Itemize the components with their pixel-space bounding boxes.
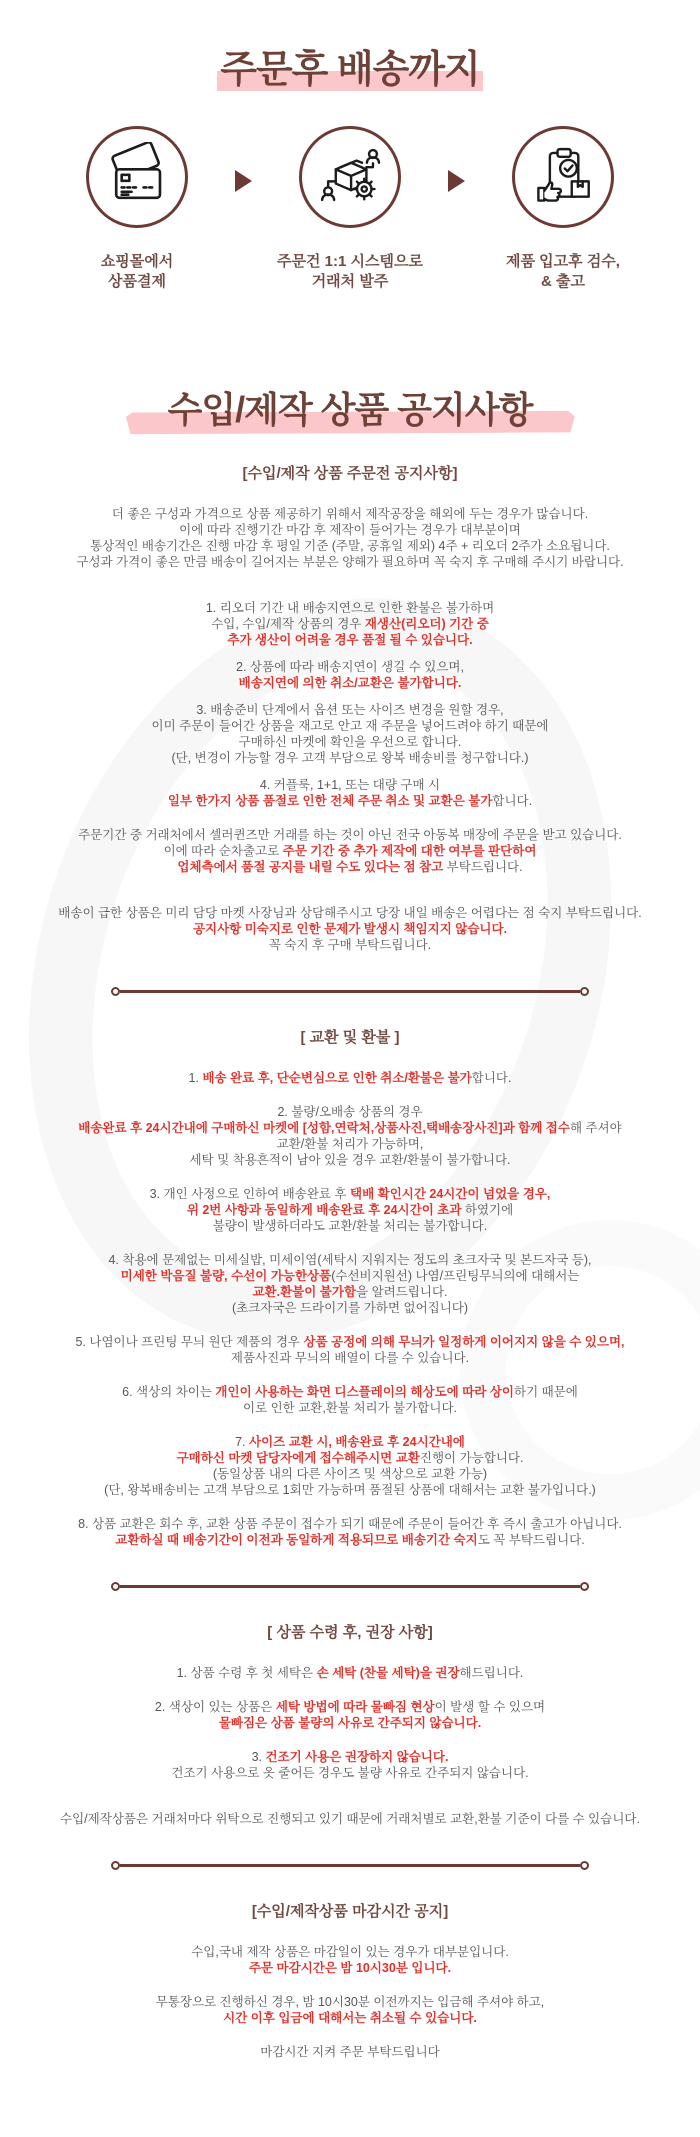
- step-payment: [39, 126, 235, 292]
- divider-end-dot: [111, 1861, 120, 1870]
- divider-line: [120, 990, 580, 993]
- text-segment: 수입, 수입/제작 상품의 경우: [211, 617, 365, 631]
- text-segment: 사이즈 교환 시, 배송완료 후 24시간내에: [249, 1435, 465, 1449]
- exchange-item-7: [14, 1434, 686, 1498]
- step-circle: [86, 126, 188, 228]
- step-label-line: 주문건 1:1 시스템으로: [277, 253, 423, 270]
- text-segment: 이 발생 할 수 있으며: [434, 1700, 546, 1714]
- text-segment: 상품 공정에 의해 무늬가 일정하게 이어지지 않을 수 있으며,: [303, 1335, 625, 1349]
- text-segment: (단, 왕복배송비는 고객 부담으로 1회만 가능하며 품절된 상품에 대해서는 교환 불가입니다.): [104, 1483, 596, 1497]
- text-segment: 이로 인한 교환,환불 처리가 불가합니다.: [242, 1401, 458, 1415]
- arrow-slot: [235, 126, 252, 192]
- text-segment: 합니다.: [492, 794, 533, 808]
- text-segment: 건조기 사용은 권장하지 않습니다.: [265, 1750, 449, 1764]
- notice-item-3: [14, 702, 686, 766]
- text-segment: 수입,국내 제작 상품은 마감일이 있는 경우가 대부분입니다.: [191, 1945, 509, 1959]
- text-segment: (수선비지원선) 나염/프린팅무늬의에 대해서는: [331, 1269, 580, 1283]
- text-segment: 재생산(리오더) 기간 중: [364, 617, 489, 631]
- page-title-text: 주문후 배송까지: [220, 49, 480, 91]
- text-segment: (단, 변경이 가능할 경우 고객 부담으로 왕복 배송비를 청구합니다.): [171, 751, 529, 765]
- text-segment: 더 좋은 구성과 가격으로 상품 제공하기 위해서 제작공장을 해외에 두는 경우가 많습니다.: [111, 507, 589, 521]
- text-segment: 마감시간 지켜 주문 부탁드립니다: [260, 2045, 440, 2059]
- exchange-item-1: [14, 1070, 686, 1086]
- deadline-heading: [수입/제작상품 마감시간 공지]: [251, 1903, 449, 1920]
- text-segment: (초크자국은 드라이기를 가하면 없어집니다): [231, 1301, 469, 1315]
- text-segment: 구매하신 마켓에 확인을 우선으로 합니다.: [238, 735, 462, 749]
- text-segment: 주문 기간 중 추가 제작에 대한 여부를 판단하여: [282, 844, 537, 858]
- step-label: [101, 252, 173, 292]
- text-segment: 수입/제작상품은 거래처마다 위탁으로 진행되고 있기 때문에 거래처별로 교환,환불 기준이 다를 수 있습니다.: [60, 1812, 640, 1826]
- text-segment: 세탁 방법에 따라 물빠짐 현상: [275, 1700, 435, 1714]
- section-divider: [111, 1582, 589, 1591]
- text-segment: 4. 착용에 문제없는 미세실밥, 미세이염(세탁시 지워지는 정도의 초크자국 및 본드자국 등),: [108, 1253, 592, 1267]
- after-receipt-heading: [ 상품 수령 후, 권장 사항]: [267, 1624, 433, 1641]
- exchange-item-3: [14, 1186, 686, 1234]
- deadline-item-1: [14, 1944, 686, 1976]
- step-circle: [512, 126, 614, 228]
- deadline-item-2: [14, 1994, 686, 2026]
- intro-paragraph: [14, 506, 686, 570]
- text-segment: (동일상품 내의 다른 사이즈 및 색상으로 교환 가능): [212, 1467, 488, 1481]
- text-segment: 주문 마감시간은 밤 10시30분 입니다.: [248, 1961, 452, 1975]
- notice-title-text: 수입/제작 상품 공지사항: [167, 389, 533, 430]
- text-segment: 3. 개인 사정으로 인하여 배송완료 후: [149, 1187, 350, 1201]
- step-label-line: 상품결제: [108, 273, 166, 290]
- text-segment: 진행이 가능합니다.: [419, 1451, 524, 1465]
- text-segment: 8. 상품 교환은 회수 후, 교환 상품 주문이 접수가 되기 때문에 주문이 들어간 후 즉시 출고가 아닙니다.: [78, 1517, 622, 1531]
- text-segment: 2. 색상이 있는 상품은: [154, 1700, 276, 1714]
- text-segment: 4. 커플룩, 1+1, 또는 대량 구매 시: [259, 778, 441, 792]
- credit-card-icon: [102, 142, 172, 212]
- care-item-1: [14, 1665, 686, 1681]
- text-segment: 배송 완료 후, 단순변심으로 인한 취소/환불은 불가: [202, 1071, 472, 1085]
- step-label: [506, 252, 620, 292]
- text-segment: 3. 배송준비 단계에서 옵션 또는 사이즈 변경을 원할 경우,: [196, 703, 504, 717]
- text-segment: 해 주셔야: [569, 1121, 622, 1135]
- text-segment: 7.: [235, 1435, 250, 1449]
- text-segment: 배송지연에 의한 취소/교환은 불가합니다.: [238, 676, 462, 690]
- exchange-item-4: [14, 1252, 686, 1316]
- text-segment: 2. 상품에 따라 배송지연이 생길 수 있으며,: [236, 660, 464, 674]
- text-segment: 2. 불량/오배송 상품의 경우: [277, 1105, 423, 1119]
- notice-sections: [0, 466, 700, 2060]
- text-segment: 제품사진과 무늬의 배열이 다를 수 있습니다.: [230, 1351, 470, 1365]
- text-segment: 구성과 가격이 좋은 만큼 배송이 길어지는 부분은 양해가 필요하며 꼭 숙지 후 구매해 주시기 바랍니다.: [76, 555, 624, 569]
- step-label-line: 거래처 발주: [311, 273, 389, 290]
- page-title: [220, 48, 480, 92]
- exchange-item-5: [14, 1334, 686, 1366]
- text-segment: 1. 상품 수령 후 첫 세탁은: [176, 1666, 317, 1680]
- text-segment: 건조기 사용으로 옷 줄어든 경우도 불량 사유로 간주되지 않습니다.: [171, 1766, 529, 1780]
- order-period-paragraph: [14, 827, 686, 875]
- arrow-slot: [448, 126, 465, 192]
- text-segment: 주문기간 중 거래처에서 셀러퀸즈만 거래를 하는 것이 아닌 전국 아동복 매장에 주문을 받고 있습니다.: [78, 828, 622, 842]
- text-segment: 을 알려드립니다.: [356, 1285, 448, 1299]
- notice-title: [168, 388, 533, 432]
- delivery-steps: [0, 126, 700, 292]
- step-inspection-shipping: [465, 126, 661, 292]
- notice-item-4: [14, 777, 686, 809]
- text-segment: 무통장으로 진행하신 경우, 밤 10시30분 이전까지는 입금해 주셔야 하고,: [155, 1995, 545, 2009]
- text-segment: 손 세탁 (찬물 세탁)을 권장: [316, 1666, 460, 1680]
- text-segment: 추가 생산이 어려울 경우 품절 될 수 있습니다.: [227, 633, 473, 647]
- step-label-line: 제품 입고후 검수,: [506, 253, 620, 270]
- exchange-refund-heading: [ 교환 및 환불 ]: [300, 1029, 400, 1046]
- care-item-3: [14, 1749, 686, 1781]
- text-segment: 물빠짐은 상품 불량의 사유로 간주되지 않습니다.: [218, 1716, 482, 1730]
- text-segment: 배송이 급한 상품은 미리 담당 마켓 사장님과 상담해주시고 당장 내일 배송은 어렵다는 점 숙지 부탁드립니다.: [58, 906, 642, 920]
- text-segment: 3.: [251, 1750, 266, 1764]
- text-segment: 1. 리오더 기간 내 배송지연으로 인한 환불은 불가하며: [205, 601, 495, 615]
- bottom-padding: [0, 2071, 700, 2137]
- text-segment: 교환하실 때 배송기간이 이전과 동일하게 적용되므로 배송기간 숙지: [115, 1533, 478, 1547]
- text-segment: 하기 때문에: [514, 1385, 578, 1399]
- text-segment: 개인이 사용하는 화면 디스플레이의 해상도에 따라 상이: [215, 1385, 514, 1399]
- text-segment: 위 2번 사항과 동일하게 배송완료 후 24시간이 초과: [186, 1203, 462, 1217]
- divider-end-dot: [580, 1582, 589, 1591]
- exchange-item-2: [14, 1104, 686, 1168]
- text-segment: 배송완료 후 24시간내에 구매하신 마켓에 [성함,연락처,상품사진,택배송장사진]과 함께 접수: [78, 1121, 570, 1135]
- text-segment: 해드립니다.: [459, 1666, 524, 1680]
- text-segment: 미세한 박음질 불량, 수선이 가능한상품: [120, 1269, 332, 1283]
- text-segment: 꼭 숙지 후 구매 부탁드립니다.: [268, 938, 432, 952]
- care-item-2: [14, 1699, 686, 1731]
- step-label: [277, 252, 423, 292]
- text-segment: 부탁드립니다.: [443, 860, 523, 874]
- step-order-system: [252, 126, 448, 292]
- arrow-right-icon: [235, 170, 252, 192]
- divider-end-dot: [111, 1582, 120, 1591]
- text-segment: 불량이 발생하더라도 교환/환불 처리는 불가합니다.: [212, 1219, 488, 1233]
- text-segment: 1.: [188, 1071, 203, 1085]
- order-system-icon: [315, 142, 385, 212]
- exchange-item-8: [14, 1516, 686, 1548]
- divider-end-dot: [580, 1861, 589, 1870]
- divider-end-dot: [580, 987, 589, 996]
- text-segment: 하였기에: [461, 1203, 514, 1217]
- text-segment: 이미 주문이 들어간 상품을 재고로 안고 재 주문을 넣어드려야 하기 때문에: [151, 719, 549, 733]
- step-label-line: & 출고: [541, 273, 585, 290]
- text-segment: 구매하신 마켓 담당자에게 접수해주시면 교환: [176, 1451, 420, 1465]
- notice-header: [0, 388, 700, 432]
- text-segment: 6. 색상의 차이는: [122, 1385, 216, 1399]
- consignment-paragraph: [14, 1811, 686, 1827]
- closing-paragraph: [14, 2044, 686, 2060]
- exchange-item-6: [14, 1384, 686, 1416]
- pre-order-notice-heading: [수입/제작 상품 주문전 공지사항]: [242, 465, 458, 482]
- inspection-shipping-icon: [528, 142, 598, 212]
- text-segment: 교환/환불 처리가 가능하며,: [276, 1137, 424, 1151]
- text-segment: 이에 따라 진행기간 마감 후 제작이 들어가는 경우가 대부분이며: [179, 523, 521, 537]
- text-segment: 시간 이후 입금에 대해서는 취소될 수 있습니다.: [223, 2011, 477, 2025]
- step-label-line: 쇼핑몰에서: [100, 253, 174, 270]
- text-segment: 이에 따라 순차출고로: [163, 844, 283, 858]
- order-to-delivery-header: [0, 48, 700, 92]
- text-segment: 교환.환불이 불가함: [252, 1285, 357, 1299]
- urgent-delivery-paragraph: [14, 905, 686, 953]
- text-segment: 택배 확인시간 24시간이 넘었을 경우,: [350, 1187, 551, 1201]
- divider-line: [120, 1585, 580, 1588]
- step-circle: [299, 126, 401, 228]
- text-segment: 도 꼭 부탁드립니다.: [477, 1533, 585, 1547]
- notice-item-1: [14, 600, 686, 648]
- divider-end-dot: [111, 987, 120, 996]
- text-segment: 공지사항 미숙지로 인한 문제가 발생시 책임지지 않습니다.: [192, 922, 508, 936]
- section-divider: [111, 987, 589, 996]
- section-divider: [111, 1861, 589, 1870]
- text-segment: 일부 한가지 상품 품절로 인한 전체 주문 취소 및 교환은 불가: [167, 794, 493, 808]
- text-segment: 통상적인 배송기간은 진행 마감 후 평일 기준 (주말, 공휴일 제외) 4주 + 리오더 2주가 소요됩니다.: [90, 539, 610, 553]
- notice-item-2: [14, 659, 686, 691]
- text-segment: 합니다.: [471, 1071, 512, 1085]
- divider-line: [120, 1864, 580, 1867]
- arrow-right-icon: [448, 170, 465, 192]
- text-segment: 세탁 및 착용흔적이 남아 있을 경우 교환/환불이 불가합니다.: [189, 1153, 511, 1167]
- text-segment: 업체측에서 품절 공지를 내릴 수도 있다는 점 참고: [177, 860, 444, 874]
- text-segment: 5. 나염이나 프린팅 무늬 원단 제품의 경우: [75, 1335, 304, 1349]
